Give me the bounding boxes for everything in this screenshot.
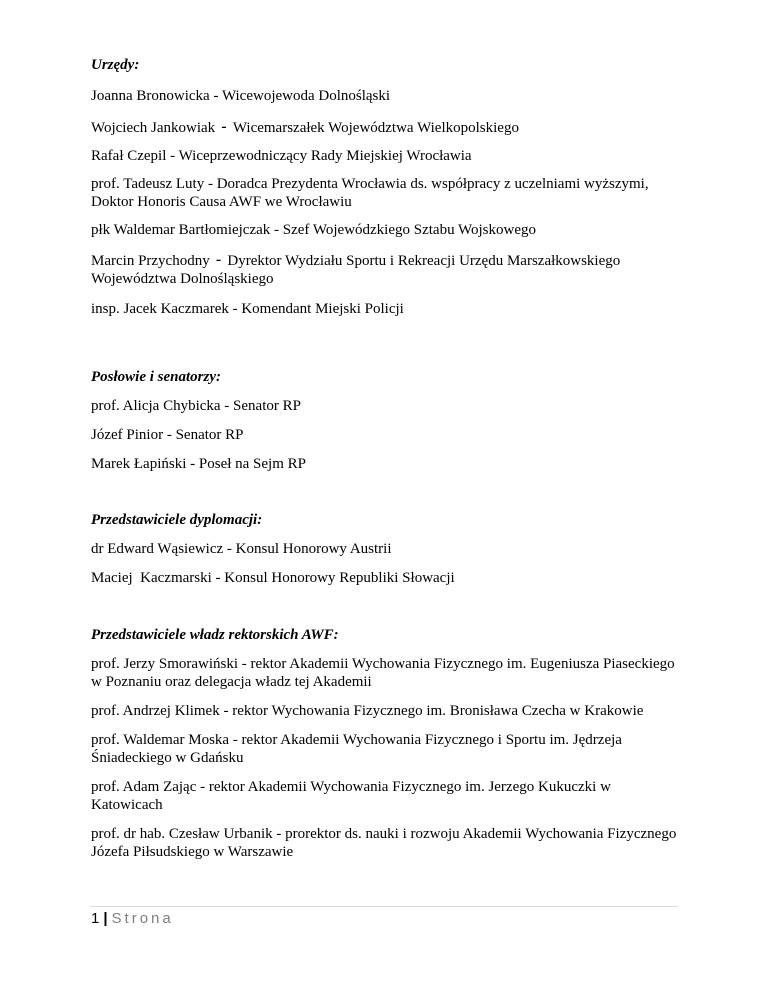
list-item: płk Waldemar Bartłomiejczak - Szef Wojewódzkiego Sztabu Wojskowego <box>91 222 537 238</box>
section-poslowie <box>91 368 691 473</box>
list-item: Maciej Kaczmarski - Konsul Honorowy Republiki Słowacji <box>91 570 455 586</box>
entry-dash: - <box>221 117 227 136</box>
section-heading: Urzędy: <box>91 57 140 73</box>
list-item <box>91 118 691 137</box>
section-heading: Posłowie i senatorzy: <box>91 369 221 385</box>
list-item: Marek Łapiński - Poseł na Sejm RP <box>91 456 306 472</box>
list-item: prof. Jerzy Smorawiński - rektor Akademii Wychowania Fizycznego im. Eugeniusza Piaseckiego w Poznaniu oraz delegacja władz tej Akademii <box>91 656 675 690</box>
list-item: Józef Pinior - Senator RP <box>91 427 244 443</box>
entry-name: Marcin Przychodny <box>91 253 210 269</box>
page-number: 1 <box>91 910 100 927</box>
footer-divider <box>91 906 677 907</box>
list-item: prof. Adam Zając - rektor Akademii Wychowania Fizycznego im. Jerzego Kukuczki w Katowicach <box>91 779 611 813</box>
list-item: insp. Jacek Kaczmarek - Komendant Miejski Policji <box>91 301 404 317</box>
list-item: prof. Andrzej Klimek - rektor Wychowania Fizycznego im. Bronisława Czecha w Krakowie <box>91 703 644 719</box>
entry-title: Wicemarszałek Województwa Wielkopolskiego <box>232 120 519 136</box>
list-item <box>91 251 681 288</box>
list-item: prof. dr hab. Czesław Urbanik - prorektor ds. nauki i rozwoju Akademii Wychowania Fizycznego Józefa Piłsudskiego w Warszawie <box>91 826 677 860</box>
entry-title: Dyrektor Wydziału Sportu i Rekreacji Urzędu Marszałkowskiego Województwa Dolnośląskiego <box>91 253 621 287</box>
section-rektorzy <box>91 626 691 861</box>
list-item: prof. Waldemar Moska - rektor Akademii Wychowania Fizycznego i Sportu im. Jędrzeja Śniadeckiego w Gdańsku <box>91 732 622 766</box>
section-heading: Przedstawiciele władz rektorskich AWF: <box>91 627 339 643</box>
list-item: Joanna Bronowicka - Wicewojewoda Dolnośląski <box>91 88 391 104</box>
footer-separator: | <box>103 910 108 927</box>
section-urzedy <box>91 56 691 318</box>
entry-dash: - <box>215 250 222 269</box>
entry-name: Wojciech Jankowiak <box>91 120 216 136</box>
footer-label: Strona <box>111 910 174 927</box>
section-dyplomacja <box>91 511 691 587</box>
section-heading: Przedstawiciele dyplomacji: <box>91 512 263 528</box>
list-item: Rafał Czepil - Wiceprzewodniczący Rady Miejskiej Wrocławia <box>91 148 472 164</box>
list-item: prof. Tadeusz Luty - Doradca Prezydenta Wrocławia ds. współpracy z uczelniami wyższymi, Doktor Honoris Causa AWF we Wrocławiu <box>91 176 649 210</box>
list-item: prof. Alicja Chybicka - Senator RP <box>91 398 301 414</box>
list-item: dr Edward Wąsiewicz - Konsul Honorowy Austrii <box>91 541 392 557</box>
page-footer <box>91 910 174 927</box>
